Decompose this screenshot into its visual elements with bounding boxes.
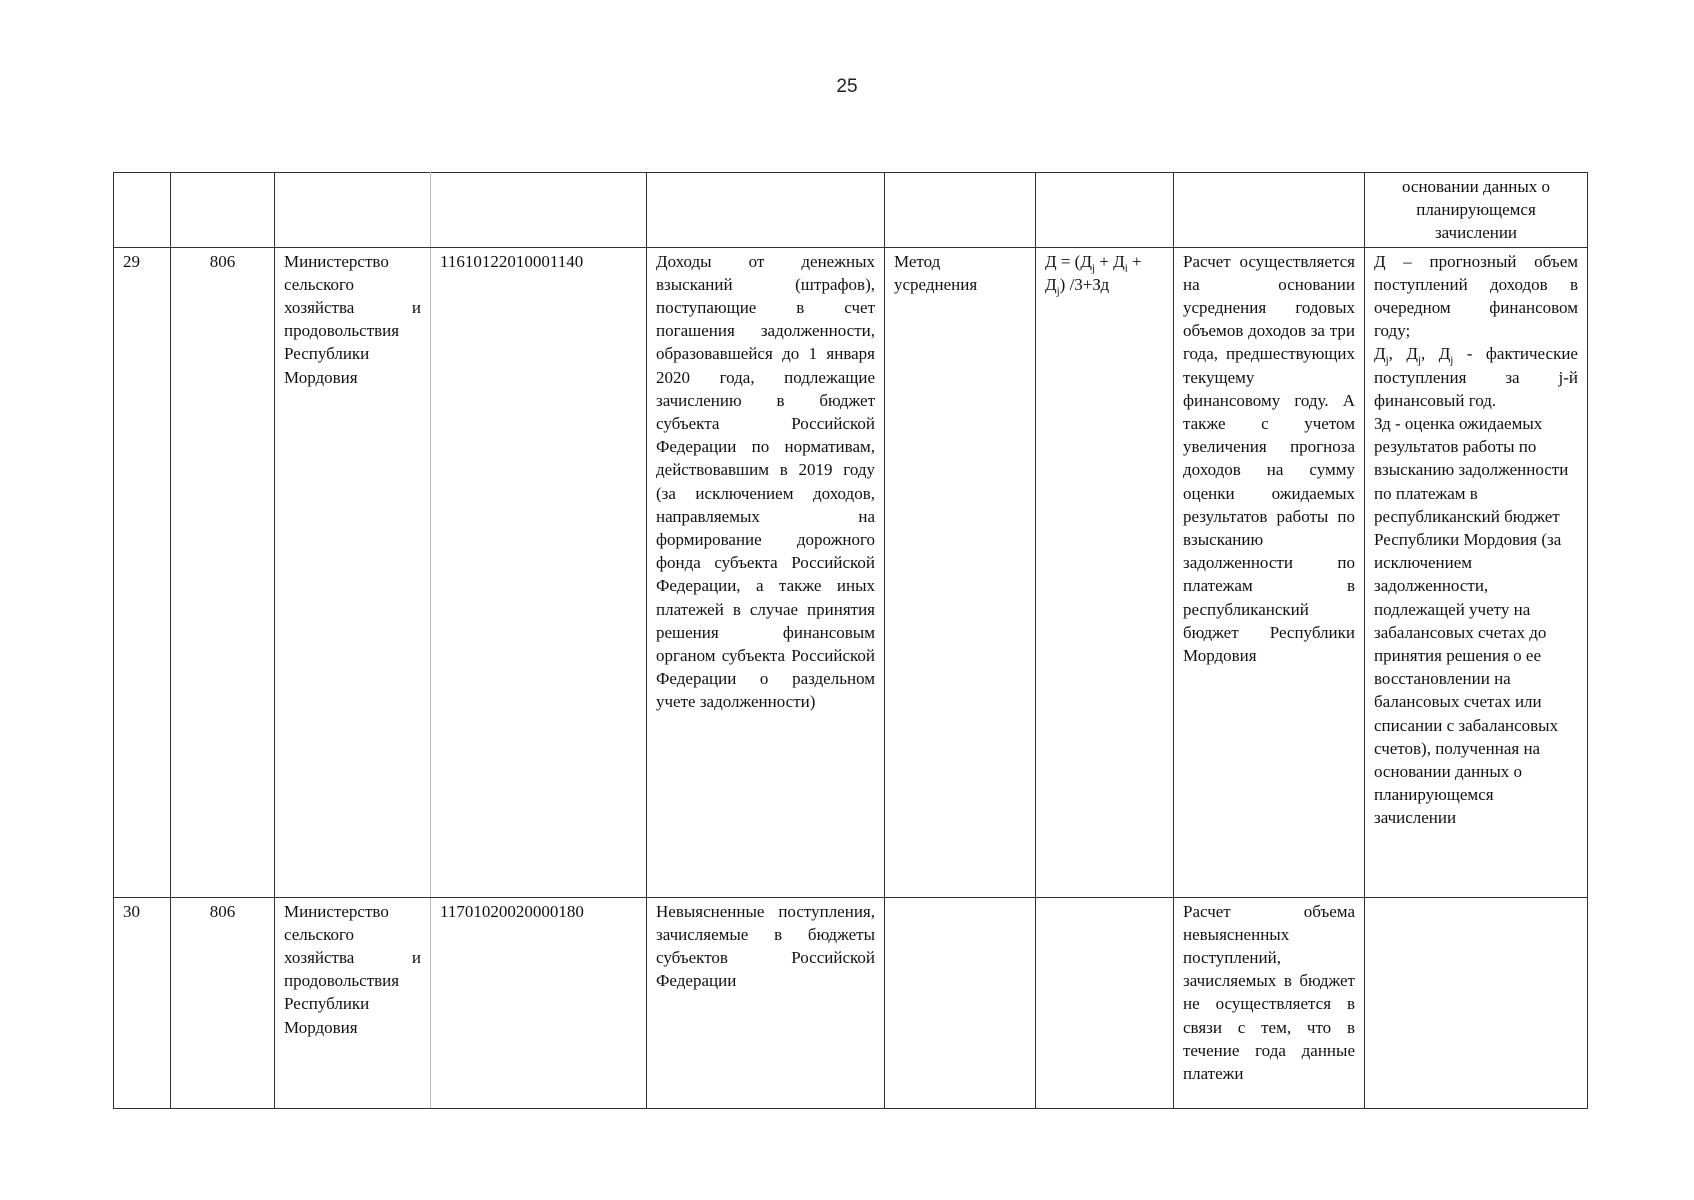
ind-part-a: Д (1374, 344, 1386, 364)
formula-sub-c: j (1056, 285, 1060, 298)
formula-sub-b: i (1124, 262, 1128, 274)
revenue-name: Доходы от денежных взысканий (штрафов), поступающие в счет погашения задолженности, образовавшейся до 1 января 2020 года, подлежащие зачислению в бюджет субъекта Российской Федерации по нормативам, действовавшим в 2019 году (за исключением доходов, направляемых на формирование дорожного фонда субъекта Российской Федерации, а также иных платежей в случае принятия решения финансовым органом субъекта Российской Федерации о раздельном учете задолженности) (647, 247, 885, 897)
administrator-name: Министерство сельского хозяйства и продовольствия Республики Мордовия (275, 247, 431, 897)
calculation-method (885, 897, 1036, 1108)
budget-classification-code: 11701020020000180 (431, 897, 647, 1108)
table-row (114, 247, 1588, 897)
row-number: 30 (114, 897, 171, 1108)
formula-sub-a: j (1091, 262, 1096, 274)
budget-classification-code: 11610122010001140 (431, 247, 647, 897)
indicator-d: Д – прогнозный объем поступлений доходов в очередном финансовом году; (1374, 251, 1578, 341)
indicators-description (1365, 897, 1588, 1108)
administrator-name: Министерство сельского хозяйства и продовольствия Республики Мордовия (275, 897, 431, 1108)
ind-part-d: - фактические поступления за j-й финансовый год. (1374, 344, 1578, 410)
ind-sub-c: j (1450, 354, 1454, 367)
indicator-zd: Зд - оценка ожидаемых результатов работы по взысканию задолженности по платежам в республиканский бюджет Республики Мордовия (за исключением задолженности, подлежащей учету на забалансовых счетах до принятия решения о ее восстановлении на балансовых счетах или списании с забалансовых счетов), полученная на основании данных о планирующемся зачислении (1374, 414, 1569, 828)
indicators-description (1365, 247, 1588, 897)
ind-sub-b: j (1417, 354, 1422, 367)
formula-part-d: ) /3+Зд (1059, 274, 1110, 294)
ind-part-b: , Д (1388, 344, 1418, 364)
formula-part-c: + Д (1045, 251, 1142, 294)
algorithm-description: Расчет осуществляется на основании усреднения годовых объемов доходов за три года, предшествующих текущему финансовому году. А также с учетом увеличения прогноза доходов на сумму оценки ожидаемых результатов работы по взысканию задолженности по платежам в республиканский бюджет Республики Мордовия (1174, 247, 1365, 897)
cont-cell-name (647, 173, 885, 248)
cont-cell-formula (1036, 173, 1174, 248)
cont-cell-admin (275, 173, 431, 248)
calculation-formula (1036, 897, 1174, 1108)
indicator-dj (1374, 342, 1578, 412)
cont-cell-kbk (431, 173, 647, 248)
cont-cell-method (885, 173, 1036, 248)
cont-cell-code (171, 173, 275, 248)
cont-cell-description (1174, 173, 1365, 248)
cont-cell-indicators: основании данных о планирующемся зачислении (1365, 173, 1588, 248)
ind-sub-a: j (1385, 354, 1389, 367)
admin-code: 806 (171, 247, 275, 897)
page-number: 25 (836, 76, 858, 97)
revenue-name: Невыясненные поступления, зачисляемые в бюджеты субъектов Российской Федерации (647, 897, 885, 1108)
calculation-method: Метод усреднения (885, 247, 1036, 897)
row-number: 29 (114, 247, 171, 897)
calculation-formula (1036, 247, 1174, 897)
algorithm-description: Расчет объема невыясненных поступлений, зачисляемых в бюджет не осуществляется в связи с тем, что в течение года данные платежи (1174, 897, 1365, 1108)
cont-cell-num (114, 173, 171, 248)
admin-code: 806 (171, 897, 275, 1108)
formula-part-b: + Д (1095, 251, 1125, 271)
table-row (114, 897, 1588, 1108)
formula-part-a: Д = (Д (1045, 251, 1092, 271)
revenue-forecast-table (113, 172, 1588, 1109)
ind-part-c: , Д (1421, 344, 1451, 364)
continuation-row (114, 173, 1588, 248)
